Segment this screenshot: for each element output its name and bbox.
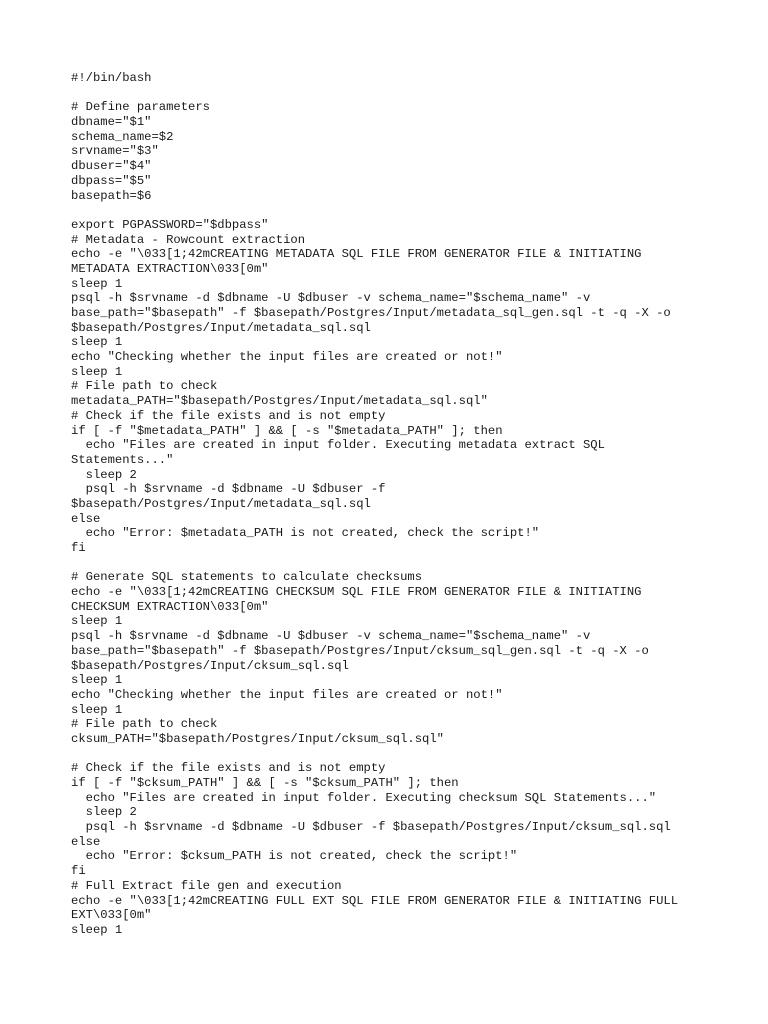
code-line: echo "Checking whether the input files are created or not!"	[71, 687, 503, 702]
code-line: # Check if the file exists and is not empty	[71, 408, 386, 423]
code-line: sleep 1	[71, 922, 123, 937]
code-line: # Full Extract file gen and execution	[71, 878, 342, 893]
code-line: #!/bin/bash	[71, 71, 152, 85]
code-line: echo "Files are created in input folder. Executing checksum SQL Statements..."	[71, 790, 657, 805]
code-line: psql -h $srvname -d $dbname -U $dbuser -v schema_name="$schema_name" -v	[71, 629, 591, 644]
code-line: schema_name=$2	[71, 129, 174, 144]
code-line: export PGPASSWORD="$dbpass"	[71, 217, 269, 232]
bash-script-text	[71, 71, 761, 938]
code-line: basepath=$6	[71, 188, 152, 203]
code-line: base_path="$basepath" -f $basepath/Postgres/Input/cksum_sql_gen.sql -t -q -X -o	[71, 643, 649, 658]
code-line: $basepath/Postgres/Input/metadata_sql.sql	[71, 496, 371, 511]
code-line: psql -h $srvname -d $dbname -U $dbuser -v schema_name="$schema_name" -v	[71, 291, 591, 306]
code-line: echo "Error: $metadata_PATH is not created, check the script!"	[71, 526, 540, 541]
code-line: if [ -f "$cksum_PATH" ] && [ -s "$cksum_PATH" ]; then	[71, 776, 459, 790]
code-line: # Metadata - Rowcount extraction	[71, 232, 306, 247]
code-line: METADATA EXTRACTION\033[0m"	[71, 261, 269, 276]
code-line: # Generate SQL statements to calculate checksums	[71, 570, 423, 585]
blank-line	[71, 86, 761, 101]
code-line: sleep 1	[71, 702, 123, 717]
code-line: if [ -f "$metadata_PATH" ] && [ -s "$metadata_PATH" ]; then	[71, 423, 503, 438]
code-line: dbname="$1"	[71, 115, 152, 130]
code-line: echo -e "\033[1;42mCREATING METADATA SQL FILE FROM GENERATOR FILE & INITIATING	[71, 247, 642, 262]
code-line: EXT\033[0m"	[71, 908, 152, 923]
code-line: # Check if the file exists and is not empty	[71, 761, 386, 776]
code-line: sleep 2	[71, 467, 137, 482]
blank-line	[71, 556, 761, 571]
code-line: sleep 1	[71, 673, 123, 688]
code-line: sleep 2	[71, 805, 137, 820]
code-line: echo -e "\033[1;42mCREATING CHECKSUM SQL FILE FROM GENERATOR FILE & INITIATING	[71, 585, 642, 600]
code-line: psql -h $srvname -d $dbname -U $dbuser -f $basepath/Postgres/Input/cksum_sql.sql	[71, 820, 671, 835]
code-line: echo "Error: $cksum_PATH is not created, check the script!"	[71, 849, 518, 864]
code-line: CHECKSUM EXTRACTION\033[0m"	[71, 599, 269, 614]
code-line: dbuser="$4"	[71, 159, 152, 174]
code-line: sleep 1	[71, 276, 123, 291]
code-line: $basepath/Postgres/Input/cksum_sql.sql	[71, 658, 349, 673]
code-line: echo "Checking whether the input files are created or not!"	[71, 350, 503, 365]
code-line: sleep 1	[71, 614, 123, 629]
code-line: dbpass="$5"	[71, 173, 152, 188]
code-line: fi	[71, 541, 86, 555]
code-line: $basepath/Postgres/Input/metadata_sql.sql	[71, 320, 371, 335]
code-line: metadata_PATH="$basepath/Postgres/Input/metadata_sql.sql"	[71, 394, 488, 409]
code-line: echo "Files are created in input folder. Executing metadata extract SQL	[71, 438, 605, 453]
code-line: Statements..."	[71, 452, 174, 467]
code-line: else	[71, 834, 101, 849]
code-line: srvname="$3"	[71, 144, 159, 159]
code-line: sleep 1	[71, 364, 123, 379]
code-line: # File path to check	[71, 379, 218, 394]
code-line: fi	[71, 864, 86, 879]
code-line: base_path="$basepath" -f $basepath/Postgres/Input/metadata_sql_gen.sql -t -q -X -o	[71, 306, 671, 320]
code-line: # Define parameters	[71, 100, 210, 115]
blank-line	[71, 203, 761, 218]
code-line: psql -h $srvname -d $dbname -U $dbuser -f	[71, 482, 386, 497]
code-line: echo -e "\033[1;42mCREATING FULL EXT SQL FILE FROM GENERATOR FILE & INITIATING FULL	[71, 893, 679, 908]
code-line: sleep 1	[71, 335, 123, 350]
code-line: cksum_PATH="$basepath/Postgres/Input/cksum_sql.sql"	[71, 731, 444, 746]
blank-line	[71, 747, 761, 762]
code-line: # File path to check	[71, 717, 218, 732]
code-line: else	[71, 511, 101, 526]
